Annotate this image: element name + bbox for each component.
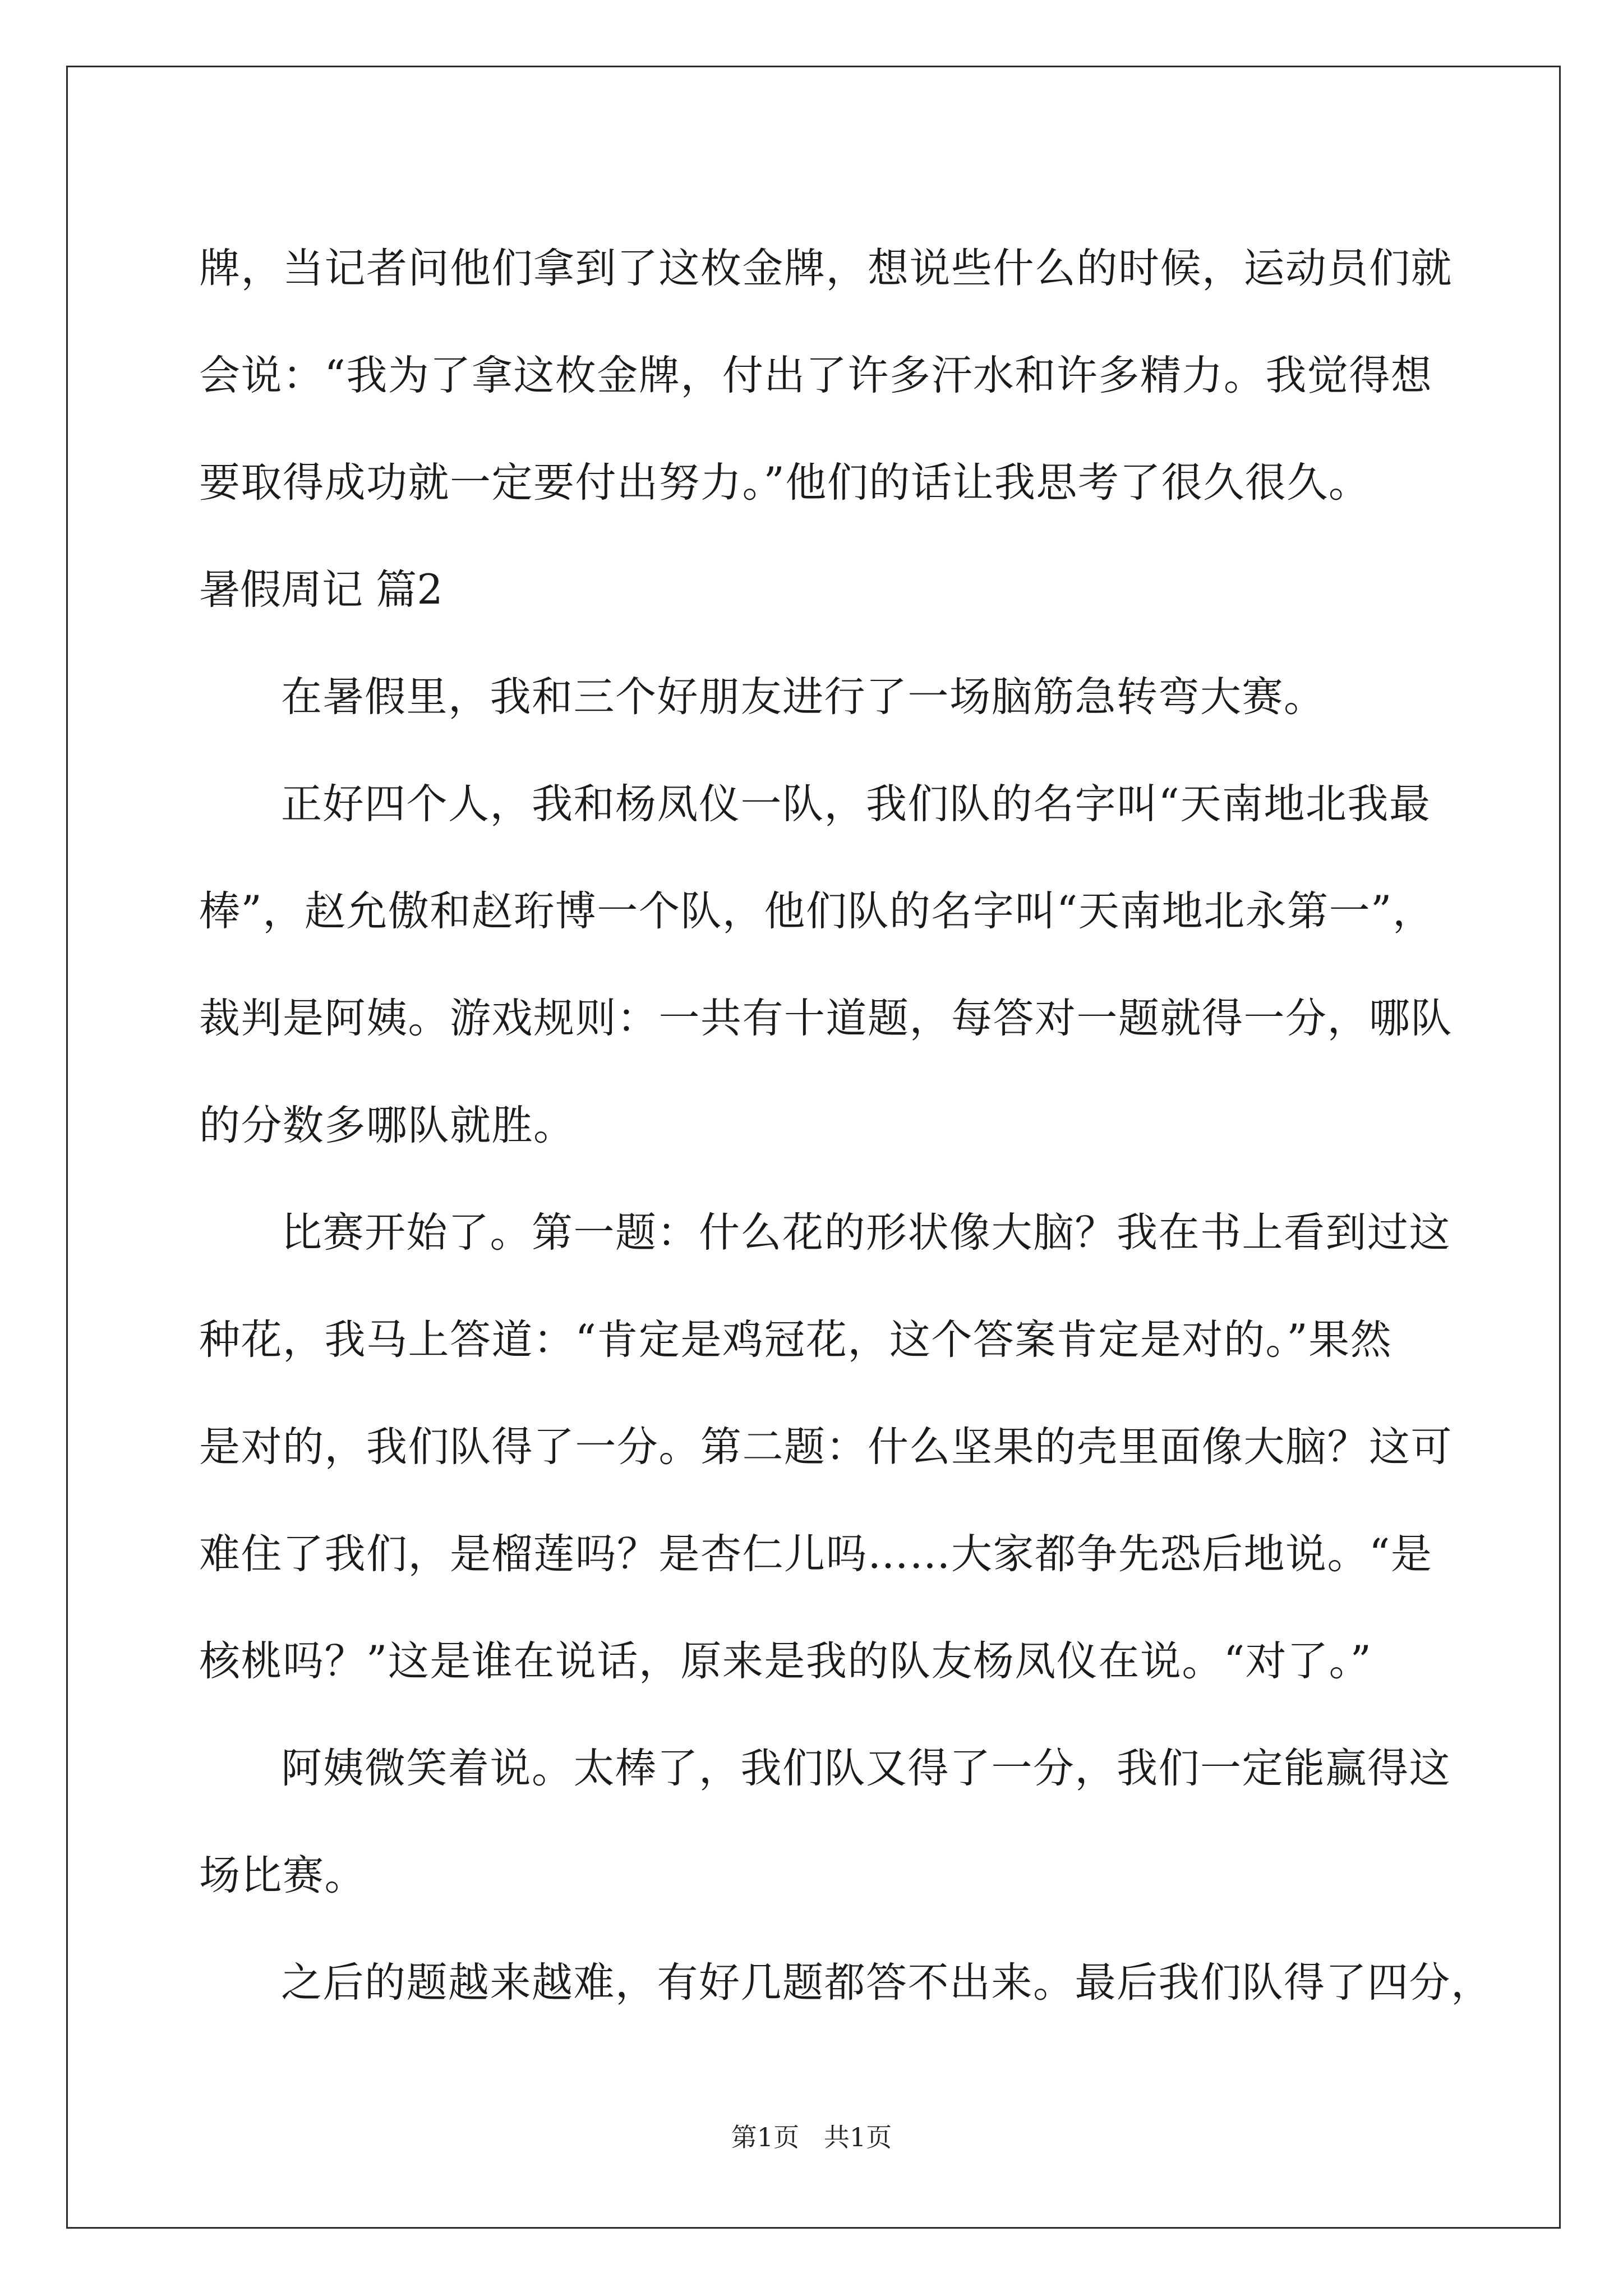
section-heading: 暑假周记 篇2 — [199, 566, 443, 614]
page-footer: 第1页 共1页 — [731, 2122, 892, 2152]
text-line: 要取得成功就一定要付出努力。”他们的话让我思考了很久很久。 — [199, 459, 1371, 507]
text-line: 棒”，赵允傲和赵珩博一个队，他们队的名字叫“天南地北永第一”， — [199, 887, 1435, 935]
text-line: 是对的，我们队得了一分。第二题：什么坚果的壳里面像大脑？这可 — [199, 1423, 1453, 1471]
paragraph-start-line: 在暑假里，我和三个好朋友进行了一场脑筋急转弯大赛。 — [281, 673, 1326, 721]
text-line: 会说：“我为了拿这枚金牌，付出了许多汗水和许多精力。我觉得想 — [199, 352, 1433, 399]
paragraph-start-line: 阿姨微笑着说。太棒了，我们队又得了一分，我们一定能赢得这 — [281, 1745, 1451, 1792]
text-line: 核桃吗？”这是谁在说话，原来是我的队友杨凤仪在说。“对了。” — [199, 1637, 1372, 1685]
paragraph-start-line: 之后的题越来越难，有好几题都答不出来。最后我们队得了四分， — [281, 1959, 1493, 2007]
text-line: 裁判是阿姨。游戏规则：一共有十道题，每答对一题就得一分，哪队 — [199, 995, 1453, 1042]
paragraph-start-line: 正好四个人，我和杨凤仪一队，我们队的名字叫“天南地北我最 — [281, 780, 1431, 828]
text-line: 难住了我们，是榴莲吗？是杏仁儿吗……大家都争先恐后地说。“是 — [199, 1530, 1433, 1578]
document-body — [199, 215, 1493, 2036]
text-line: 牌，当记者问他们拿到了这枚金牌，想说些什么的时候，运动员们就 — [199, 245, 1453, 292]
text-line: 种花，我马上答道：“肯定是鸡冠花，这个答案肯定是对的。”果然 — [199, 1316, 1393, 1364]
paragraph-start-line: 比赛开始了。第一题：什么花的形状像大脑？我在书上看到过这 — [281, 1209, 1451, 1257]
text-line: 场比赛。 — [199, 1852, 366, 1899]
text-line: 的分数多哪队就胜。 — [199, 1102, 575, 1149]
